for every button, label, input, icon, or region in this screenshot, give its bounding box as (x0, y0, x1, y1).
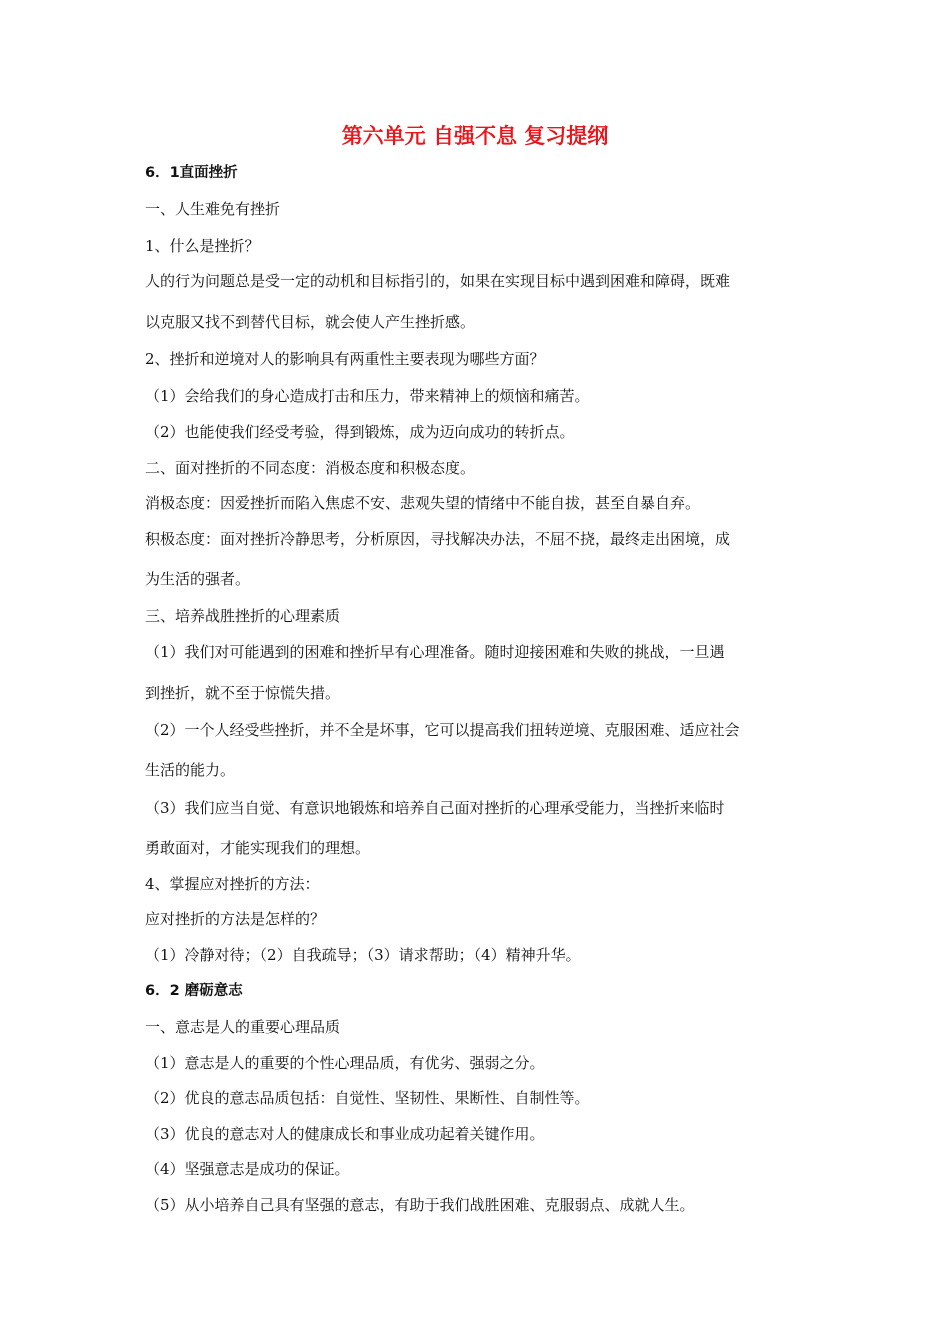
subsection-heading: 一、意志是人的重要心理品质 (145, 1018, 341, 1036)
page-title: 第六单元 自强不息 复习提纲 (341, 124, 609, 148)
question: 2、挫折和逆境对人的影响具有两重性主要表现为哪些方面？ (145, 350, 545, 368)
subsection-heading: 三、培养战胜挫折的心理素质 (145, 607, 341, 625)
list-item: （1）冷静对待；（2）自我疏导；（3）请求帮助；（4）精神升华。 (145, 946, 581, 964)
question: 应对挫折的方法是怎样的？ (145, 910, 326, 928)
list-item: 勇敢面对，才能实现我们的理想。 (145, 839, 371, 857)
list-item: 生活的能力。 (145, 761, 236, 779)
paragraph-line: 消极态度：因爱挫折而陷入焦虑不安、悲观失望的情绪中不能自拔，甚至自暴自弃。 (145, 494, 701, 512)
list-item: （2）也能使我们经受考验，得到锻炼，成为迈向成功的转折点。 (145, 423, 575, 441)
list-item: （3）我们应当自觉、有意识地锻炼和培养自己面对挫折的心理承受能力，当挫折来临时 (145, 799, 725, 817)
paragraph-line: 以克服又找不到替代目标，就会使人产生挫折感。 (145, 313, 476, 331)
section-heading: 6．2 磨砺意志 (145, 983, 243, 999)
list-item: （3）优良的意志对人的健康成长和事业成功起着关键作用。 (145, 1125, 545, 1143)
list-item: （2）一个人经受些挫折，并不全是坏事，它可以提高我们扭转逆境、克服困难、适应社会 (145, 721, 740, 739)
list-item: （1）意志是人的重要的个性心理品质，有优劣、强弱之分。 (145, 1054, 545, 1072)
list-item: （2）优良的意志品质包括：自觉性、坚韧性、果断性、自制性等。 (145, 1089, 590, 1107)
section-heading: 6．1直面挫折 (145, 165, 238, 181)
paragraph-line: 人的行为问题总是受一定的动机和目标指引的，如果在实现目标中遇到困难和障碍，既难 (145, 272, 731, 290)
question: 1、什么是挫折？ (145, 237, 260, 255)
list-item: （1）会给我们的身心造成打击和压力，带来精神上的烦恼和痛苦。 (145, 387, 590, 405)
paragraph-line: 积极态度：面对挫折冷静思考，分析原因，寻找解决办法，不屈不挠，最终走出困境，成 (145, 530, 731, 548)
question: 4、掌握应对挫折的方法： (145, 875, 320, 893)
list-item: （1）我们对可能遇到的困难和挫折早有心理准备。随时迎接困难和失败的挑战，一旦遇 (145, 643, 725, 661)
list-item: 到挫折，就不至于惊慌失措。 (145, 684, 341, 702)
subsection-heading: 一、人生难免有挫折 (145, 200, 281, 218)
list-item: （5）从小培养自己具有坚强的意志，有助于我们战胜困难、克服弱点、成就人生。 (145, 1196, 695, 1214)
paragraph-line: 为生活的强者。 (145, 570, 251, 588)
subsection-heading: 二、面对挫折的不同态度：消极态度和积极态度。 (145, 459, 476, 477)
list-item: （4）坚强意志是成功的保证。 (145, 1160, 350, 1178)
